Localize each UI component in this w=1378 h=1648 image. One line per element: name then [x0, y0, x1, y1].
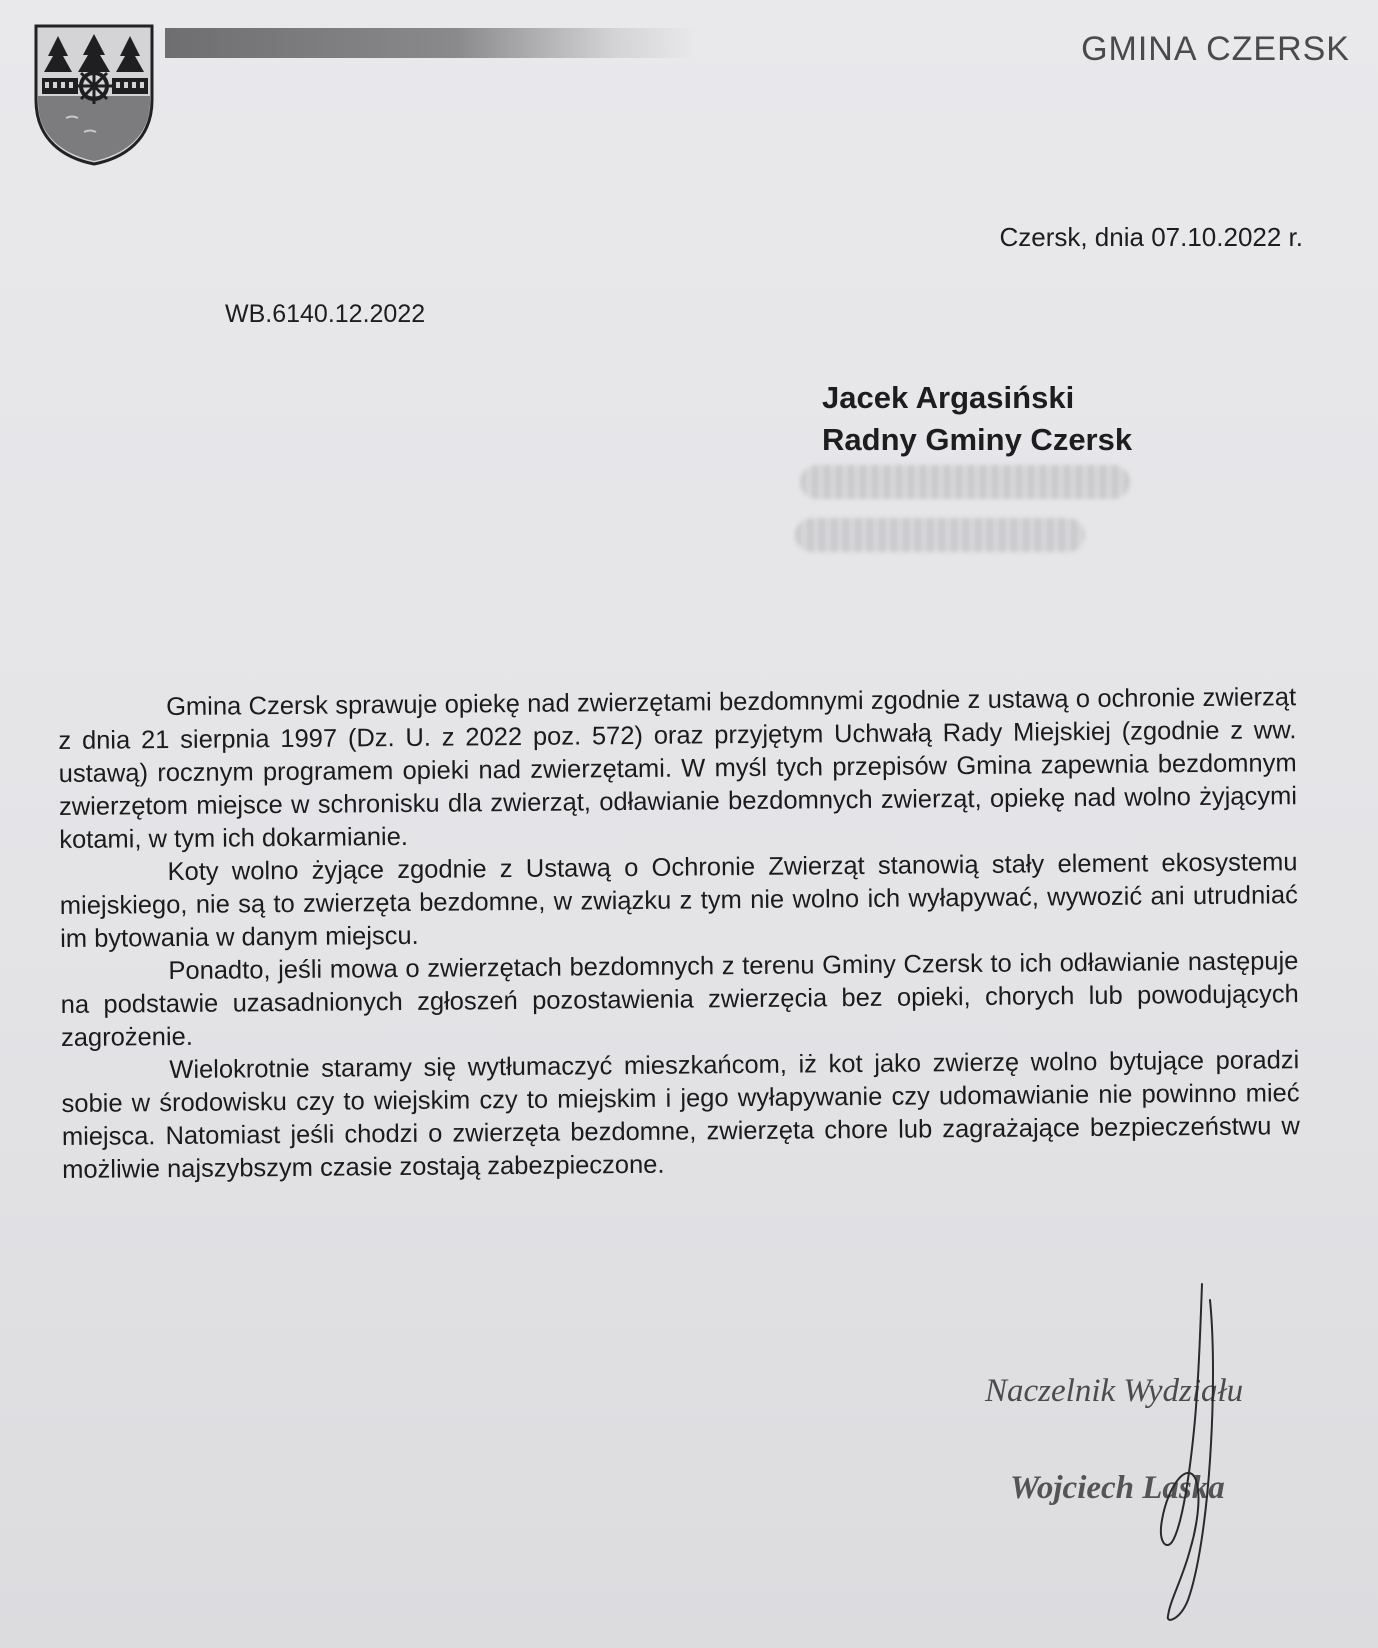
handwritten-signature-icon	[1110, 1280, 1230, 1625]
coat-of-arms-icon	[32, 22, 156, 168]
reference-number: WB.6140.12.2022	[225, 300, 426, 328]
letterhead-bar	[165, 28, 695, 58]
body-paragraph: Koty wolno żyjące zgodnie z Ustawą o Ochronie Zwierząt stanowią stały element ekosystemu miejskiego, nie są to zwierzęta bezdomne, w związku z tym nie wolno ich wyłapywać, wywozić ani utrudniać im bytowania w danym miejscu.	[59, 848, 1298, 953]
place-and-date: Czersk, dnia 07.10.2022 r.	[999, 222, 1303, 252]
recipient-name: Jacek Argasiński	[822, 380, 1075, 415]
organization-name: GMINA CZERSK	[1081, 30, 1350, 68]
letter-body	[58, 681, 1300, 1187]
recipient-title: Radny Gminy Czersk	[822, 422, 1133, 457]
redacted-address-line	[800, 465, 1130, 499]
signatory-name: Wojciech Laska	[1010, 1470, 1225, 1506]
recipient-block	[822, 377, 1132, 461]
body-paragraph: Wielokrotnie staramy się wytłumaczyć mieszkańcom, iż kot jako zwierzę wolno bytujące poradzi sobie w środowisku czy to wiejskim czy to miejskim i jego wyłapywanie czy udomawianie nie powinno mieć miejsca. Natomiast jeśli chodzi o zwierzęta bezdomne, zwierzęta chore lub zagrażające bezpieczeństwu w możliwie najszybszym czasie zostają zabezpieczone.	[61, 1046, 1300, 1184]
body-paragraph: Gmina Czersk sprawuje opiekę nad zwierzętami bezdomnymi zgodnie z ustawą o ochronie zwierząt z dnia 21 sierpnia 1997 (Dz. U. z 2022 poz. 572) oraz przyjętym Uchwałą Rady Miejskiej (zgodnie z ww. ustawą) rocznym programem opieki nad zwierzętami. W myśl tych przepisów Gmina zapewnia bezdomnym zwierzętom miejsce w schronisku dla zwierząt, odławianie bezdomnych zwierząt, opiekę nad wolno żyjącymi kotami, w tym ich dokarmianie.	[58, 683, 1298, 854]
signatory-title: Naczelnik Wydziału	[985, 1373, 1244, 1409]
body-paragraph: Ponadto, jeśli mowa o zwierzętach bezdomnych z terenu Gminy Czersk to ich odławianie następuje na podstawie uzasadnionych zgłoszeń pozostawienia zwierzęcia bez opieki, chorych lub powodujących zagrożenie.	[60, 947, 1299, 1052]
redacted-address-line	[795, 518, 1085, 552]
